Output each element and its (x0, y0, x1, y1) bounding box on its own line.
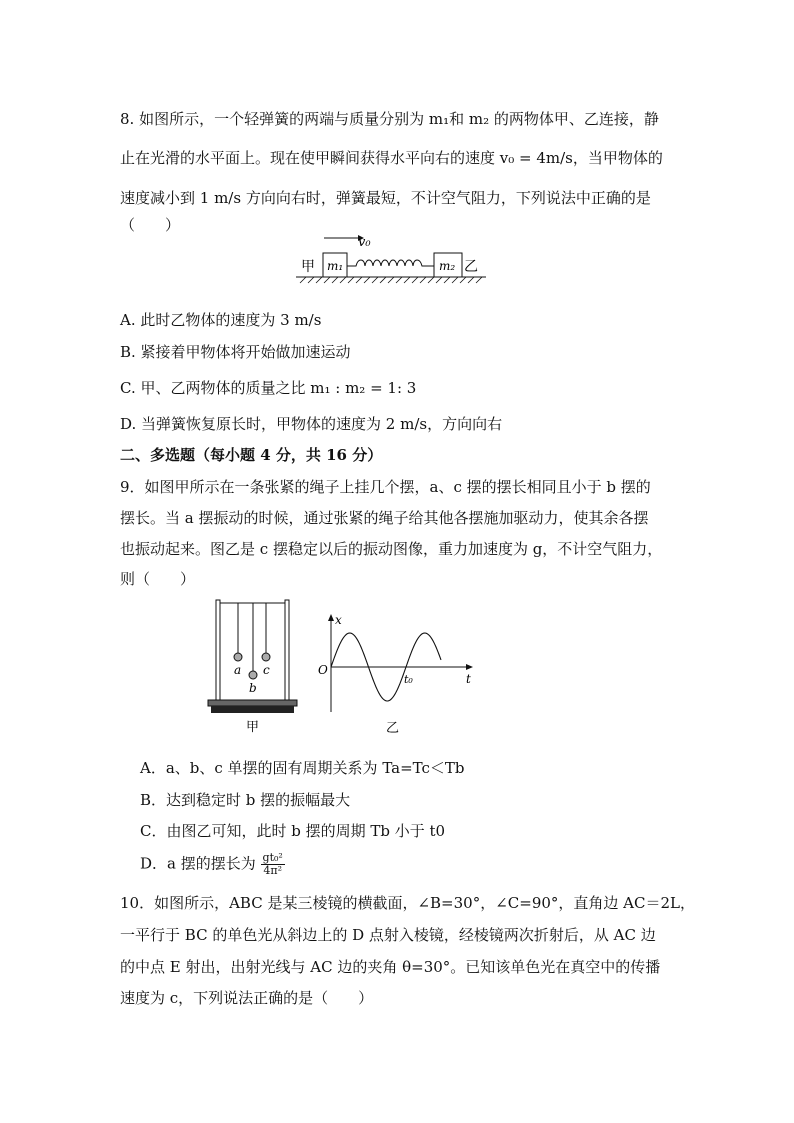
left-post (216, 600, 220, 700)
pendulum-a (234, 653, 242, 661)
ground-hatch (300, 277, 482, 283)
q9-line1: 9．如图甲所示在一条张紧的绳子上挂几个摆，a、c 摆的摆长相同且小于 b 摆的 (120, 478, 651, 496)
label-a: a (234, 663, 242, 677)
right-post (285, 600, 289, 700)
label-c: c (263, 663, 270, 677)
q9-line3: 也振动起来。图乙是 c 摆稳定以后的振动图像，重力加速度为 g，不计空气阻力， (120, 540, 663, 558)
base-bottom (211, 706, 294, 713)
formula-denominator: 4π² (263, 864, 282, 877)
q9-option-b: B．达到稳定时 b 摆的振幅最大 (140, 791, 351, 809)
pendulum-c (262, 653, 270, 661)
caption-yi: 乙 (386, 721, 400, 736)
formula-fraction (261, 852, 285, 877)
q9-option-d (140, 852, 285, 877)
q10-line3: 的中点 E 射出，出射光线与 AC 边的夹角 θ=30°。已知该单色光在真空中的传播 (120, 958, 661, 976)
q8-option-d: D. 当弹簧恢复原长时，甲物体的速度为 2 m/s，方向向右 (120, 415, 503, 433)
q8-option-b: B. 紧接着甲物体将开始做加速运动 (120, 343, 351, 361)
q10-line2: 一平行于 BC 的单色光从斜边上的 D 点射入棱镜，经棱镜两次折射后，从 AC 边 (120, 926, 656, 944)
m1-label: m₁ (327, 259, 344, 273)
yi-label: 乙 (464, 259, 478, 275)
q8-line1: 8. 如图所示，一个轻弹簧的两端与质量分别为 m₁和 m₂ 的两物体甲、乙连接，静 (120, 110, 659, 128)
base (208, 700, 297, 706)
formula-numerator: gt₀² (262, 851, 283, 864)
spring-coil (347, 260, 434, 266)
vibration-graph (315, 612, 480, 740)
caption-jia: 甲 (246, 720, 260, 735)
q8-line4: （ ） (120, 216, 181, 234)
q9-option-a: A．a、b、c 单摆的固有周期关系为 Ta=Tc＜Tb (140, 759, 465, 777)
jia-label: 甲 (301, 259, 315, 275)
q8-line3: 速度减小到 1 m/s 方向向右时，弹簧最短，不计空气阻力，下列说法中正确的是 (120, 189, 651, 207)
q10-line4: 速度为 c，下列说法正确的是（ ） (120, 989, 374, 1007)
x-axis-label: x (335, 613, 342, 627)
t0-label: t₀ (404, 673, 413, 686)
q9-line2: 摆长。当 a 摆振动的时候，通过张紧的绳子给其他各摆施加驱动力，使其余各摆 (120, 509, 649, 527)
q10-line1: 10．如图所示，ABC 是某三棱镜的横截面，∠B=30°，∠C=90°，直角边 AC＝2L， (120, 894, 695, 912)
origin-label: O (318, 663, 328, 677)
q9-option-c: C．由图乙可知，此时 b 摆的周期 Tb 小于 t0 (140, 822, 446, 840)
spring-figure (296, 228, 486, 286)
t-axis-label: t (466, 672, 471, 686)
q8-option-c: C. 甲、乙两物体的质量之比 m₁ : m₂ = 1: 3 (120, 379, 417, 397)
q8-option-a: A. 此时乙物体的速度为 3 m/s (120, 311, 322, 329)
v0-label: v₀ (358, 235, 371, 250)
label-b: b (249, 681, 257, 695)
m2-label: m₂ (439, 259, 456, 273)
q9-line4: 则（ ） (120, 570, 196, 588)
section-header: 二、多选题（每小题 4 分，共 16 分） (120, 446, 383, 464)
q9-option-d-text: D．a 摆的摆长为 (140, 854, 256, 873)
pendulum-figure (205, 598, 300, 738)
q8-line2: 止在光滑的水平面上。现在使甲瞬间获得水平向右的速度 v₀ = 4m/s，当甲物体的 (120, 149, 663, 167)
pendulum-b (249, 671, 257, 679)
